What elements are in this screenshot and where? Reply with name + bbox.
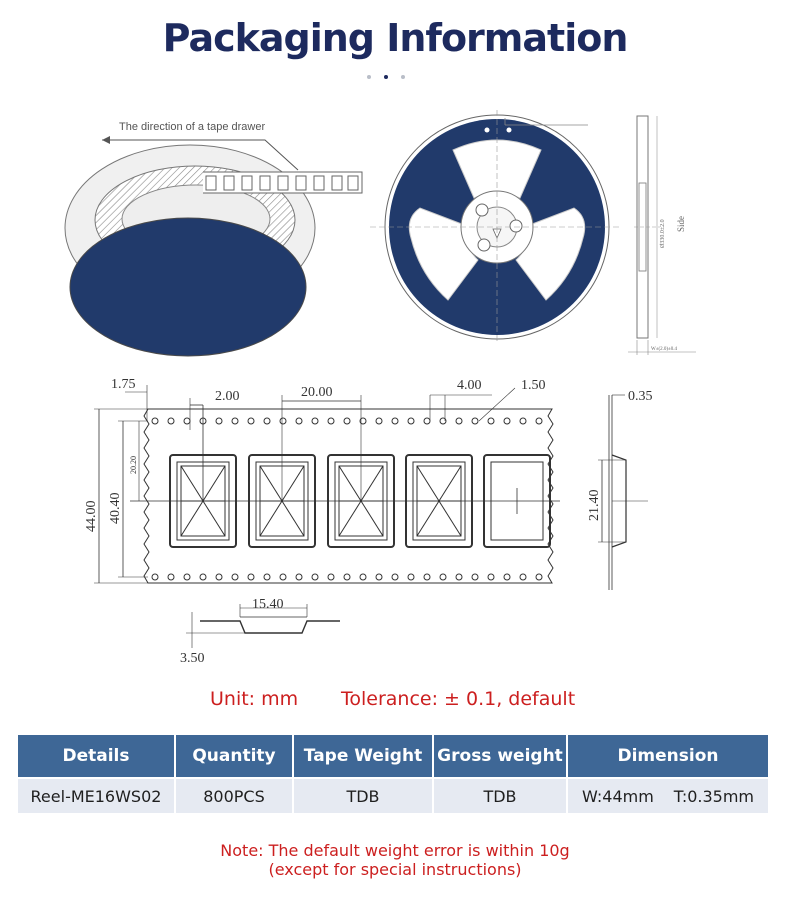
tape-pockets (206, 176, 358, 190)
cell-quantity: 800PCS (175, 778, 293, 813)
reel-diameter-label: Ø330.0±2.0 (660, 219, 666, 248)
dim-3-50: 3.50 (180, 651, 205, 666)
dim-2-00: 2.00 (215, 389, 240, 404)
header-quantity: Quantity (175, 735, 293, 778)
table-row (18, 778, 768, 813)
note-line-2: (except for special instructions) (268, 860, 522, 879)
cell-details: Reel-ME16WS02 (18, 778, 175, 813)
header-dimension: Dimension (567, 735, 768, 778)
dim-44-00: 44.00 (84, 500, 99, 532)
reel-3d-illustration (65, 121, 362, 356)
cell-dimension (567, 778, 768, 813)
unit-label: Unit: mm (210, 688, 299, 710)
cell-tape-weight: TDB (293, 778, 433, 813)
dim-1-75: 1.75 (111, 377, 136, 392)
dimension-width: W:44mm (581, 786, 654, 806)
dim-1-50: 1.50 (521, 378, 546, 393)
tolerance-label: Tolerance: ± 0.1, default (341, 688, 576, 710)
header-details: Details (18, 735, 175, 778)
carrier-tape-drawing (94, 385, 648, 648)
dim-21-40: 21.40 (587, 489, 602, 521)
dim-20-20: 20.20 (129, 456, 138, 474)
side-label: Side (676, 215, 686, 232)
dim-20-00: 20.00 (301, 385, 333, 400)
page-title: Packaging Information (162, 16, 628, 60)
dim-4-00: 4.00 (457, 378, 482, 393)
packaging-spec-table (18, 735, 768, 813)
cell-gross-weight: TDB (433, 778, 567, 813)
dim-0-35: 0.35 (628, 389, 653, 404)
table-header-row (18, 735, 768, 778)
tape-direction-label: The direction of a tape drawer (119, 121, 266, 133)
reel-front-view (370, 110, 622, 344)
reel-side-view (628, 116, 696, 355)
dimension-thickness: T:0.35mm (673, 786, 754, 806)
note-line-1: Note: The default weight error is within 10g (220, 841, 570, 860)
sprocket-holes-top (152, 418, 542, 424)
header-tape-weight: Tape Weight (293, 735, 433, 778)
header-gross-weight: Gross weight (433, 735, 567, 778)
sprocket-holes-bottom (152, 574, 542, 580)
dim-40-40: 40.40 (108, 492, 123, 524)
reel-width-label: W±(2.0)±0.4 (651, 347, 678, 352)
dim-15-40: 15.40 (252, 597, 284, 612)
